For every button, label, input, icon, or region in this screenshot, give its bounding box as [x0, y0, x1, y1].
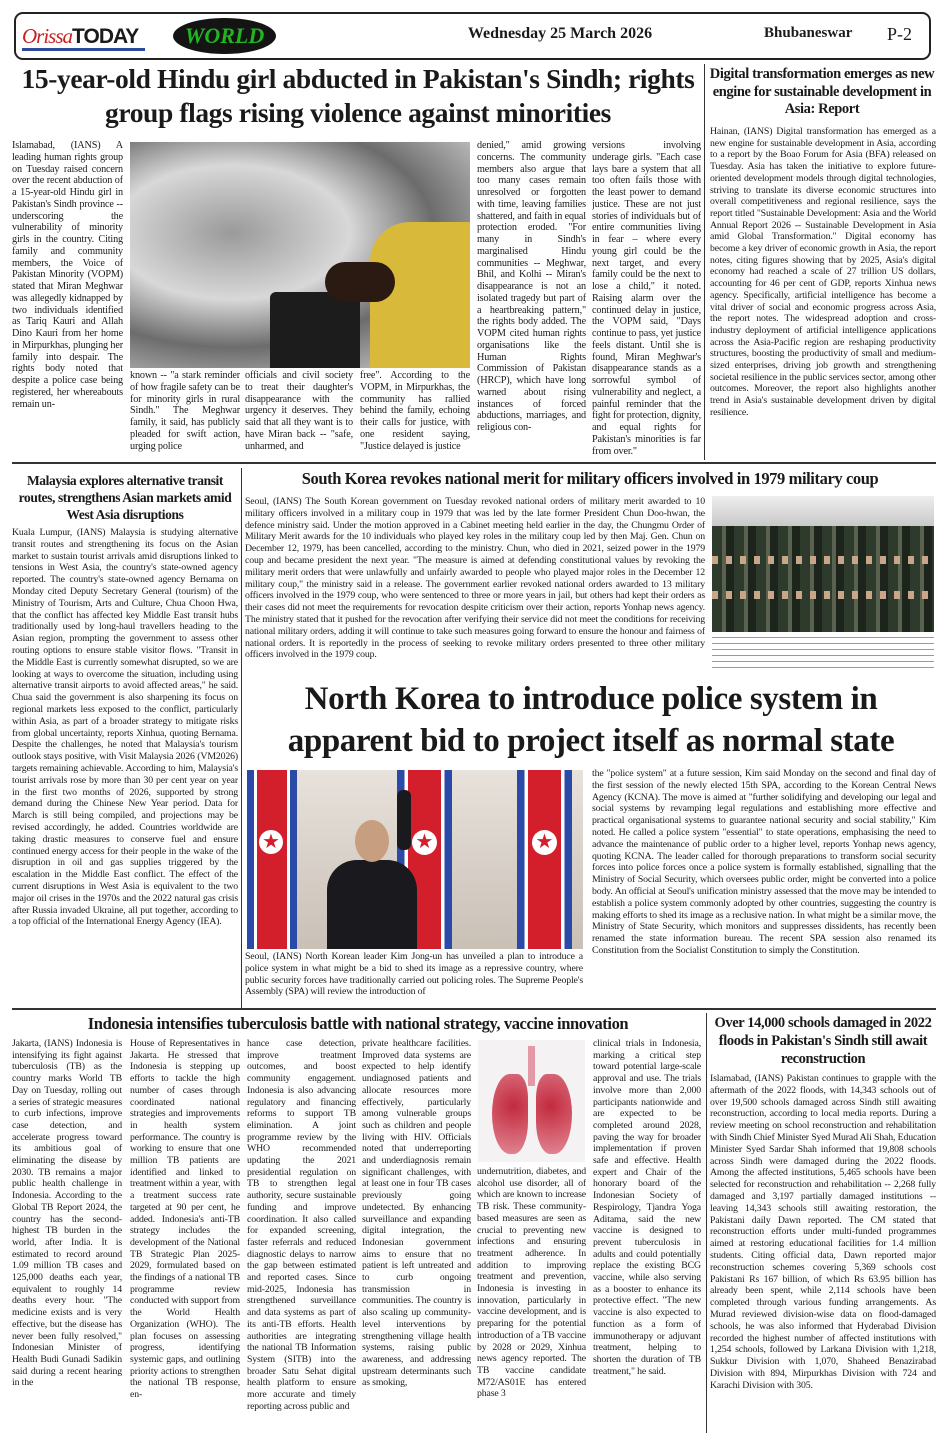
- section-divider: [12, 1008, 936, 1010]
- article-body: Kuala Lumpur, (IANS) Malaysia is studying alternative transit routes and strengthening its focus on the Asian market to sustain tourist arrivals amid disruptions linked to tensions in West Asia, the country's state-owned agency reported. The country's state-owned agency Bernama on Monday cited Deputy Secretary General (tourism) of the Ministry of Tourism, Arts and Culture, Chua Choon Hwa, that the conflict has affected key Middle East transit hubs traditionally used by long-haul travellers heading to the Asian region, prompting the government to assess other routing options to ensure stable visitor flows. "Transit in the Middle East is currently somewhat disrupted, so we are looking at ways to overcome the situation, including using alternative transit airports to avoid affected areas," he said. Chua said the government is also sharpening its focus on regional markets less exposed to the conflict, particularly within Asia, as part of a broader strategy to mitigate risks from global uncertainty, reports Xinhua, quoting Bernama. Despite the challenges, he noted that Malaysia's tourism outlook stays positive, with Visit Malaysia 2026 (VM2026) targets remaining achievable. According to him, Malaysia's tourist arrivals rose by more than 30 per cent year on year in the first two months of 2026, supported by strong demand during the Chinese New Year period. Data for March is still being compiled, and projections may be revised accordingly, he added. Countries worldwide are taking drastic measures to conserve fuel and ensure continued energy access for their people in the wake of the disruption in oil and gas supplies triggered by the escalation in the Middle East conflict. The effect of the current disruptions in West Asia is equivalent to the two major oil crises in the 1970s and the 2022 natural gas crisis after Russia invaded Ukraine, all put together, according to a top official of the International Energy Agency (IEA).: [12, 527, 238, 928]
- star-icon: ★: [259, 830, 283, 854]
- photo-caption-korean: [712, 634, 934, 672]
- article-column: clinical trials in Indonesia, marking a critical step toward potential large-scale approval and use. The trials involve more than 2,000 participants nationwide and are expected to be completed around 2028, paving the way for broader implementation if proven safe and effective. Health expert and Chair of the honorary board of the Indonesian Society of Respirology, Tjandra Yoga Aditama, said the new vaccine is designed to prevent tuberculosis in adults and could potentially replace the existing BCG vaccine, while also serving as a booster to enhance its protective effect. "The new vaccine is also expected to function as a form of immunotherapy or adjuvant treatment, helping to shorten the duration of TB treatment," he said.: [593, 1038, 701, 1377]
- issue-date: Wednesday 25 March 2026: [467, 25, 653, 42]
- headline-south-korea: South Korea revokes national merit for military officers involved in 1979 military coup: [301, 469, 879, 488]
- faces-row: [712, 591, 934, 599]
- star-icon: ★: [412, 830, 437, 855]
- edition-city: Bhubaneswar: [764, 25, 853, 41]
- uniform-rows: [712, 526, 934, 632]
- headline-hindu-girl: 15-year-old Hindu girl abducted in Pakistan's Sindh; rights group flags rising violence against minorities: [21, 63, 695, 128]
- faces-row: [712, 556, 934, 564]
- flag: [247, 770, 297, 949]
- star-icon: ★: [532, 830, 557, 855]
- article-body: Seoul, (IANS) The South Korean government on Tuesday revoked national orders of military merit awarded to 10 military officers involved in a military coup in 1979 that was led by the late former President Chun Doo-hwan, the defence ministry said. Under the motion approved in a Cabinet meeting held earlier in the day, the Chungmu Order of Military Merit awards for the 10 individuals who played key roles in the military coup led by then Maj. Gen. Chun on December 12, 1979, has been cancelled, according to the ministry. Chun, who died in 2021, seized power in the 1979 coup and became president the next year. "The measure is aimed at defending constitutional values by revoking the military merit orders that were unlawfully and unfairly awarded to people who played major roles in the December 12 military coup," the ministry said in a release. The government earlier revoked national orders awarded to 13 military officers involved in the 1979 coup, who were sentenced to three or more years in jail, but others had kept their orders as their cases did not meet the requirements for revocation despite criticism over their action, reports Yonhap news agency. The ministry stated that it pushed for the revocation after verifying their service did not meet the conditions for receiving national military orders, adding it will continue to take such measures going forward to ensure the honour and fairness of national orders. It is reportedly in the process of seeking to revoke military orders presented to three other military officers involved in the 1979 coup.: [245, 496, 705, 661]
- article-column: denied," amid growing concerns. The community members also argue that too many cases remain unresolved or forgotten with time, leaving families shattered, and faith in equal protection eroded. "For many in Sindh's marginalised Hindu communities -- Meghwar, Bhil, and Kolhi -- Miran's disappearance is not an isolated tragedy but part of a heartbreaking pattern," the rights body added. The VOPM cited human rights organisations like the Human Rights Commission of Pakistan (HRCP), which have long warned about rising instances of forced abductions, marriages, and religious con-: [477, 140, 586, 433]
- figure-head: [355, 820, 389, 862]
- article-column: Islamabad, (IANS) A leading human rights group on Tuesday raised concern over the recent abduction of a 15-year-old Hindu girl in Pakistan's Sindh province -- underscoring the vulnerability of minority girls in the country. Citing family and community members, the Voice of Pakistan Minority (VOPM) stated that Miran Meghwar was allegedly kidnapped by two individuals identified as Tariq Kauri and Allah Dino Kauri from her home in Mirpurkhas, plunging her family into despair. The rights body noted that despite a police case being registered, her whereabouts remain un-: [12, 140, 123, 410]
- chair-shape: [270, 292, 360, 368]
- headline-north-korea: North Korea to introduce police system in apparent bid to project itself as normal state: [287, 681, 895, 759]
- article-column: private healthcare facilities. Improved data systems are expected to help identify undiagnosed patients and allocate resources more effectively, particularly among vulnerable groups such as children and people living with HIV. Officials noted that underreporting and underdiagnosis remain significant challenges, with at least one in four TB cases previously going undetected. By enhancing surveillance and expanding digital integration, the Indonesian government aims to ensure that no patient is left untreated and to curb ongoing transmission in communities. The country is also scaling up community-level interventions by strengthening village health systems, raising public awareness, and addressing upstream determinants such as smoking,: [362, 1038, 471, 1389]
- article-column: House of Representatives in Jakarta. He stressed that Indonesia is stepping up efforts to tackle the high number of cases through coordinated national strategies and improvements in health system performance. The country is working to ensure that one million TB patients are identified and linked to treatment within a year, with a treatment success rate targeted at 90 per cent, he added. Indonesia's anti-TB strategy includes the development of the National TB Strategic Plan 2025-2029, formulated based on the findings of a national TB programme review conducted with support from the World Health Organization (WHO). The plan focuses on assessing progress, identifying systemic gaps, and outlining priority actions to strengthen the national TB response, en-: [130, 1038, 240, 1401]
- photo-mourning-woman: [130, 142, 470, 368]
- headline-indonesia: Indonesia intensifies tuberculosis battle with national strategy, vaccine innovation: [87, 1014, 629, 1033]
- section-divider: [12, 462, 936, 464]
- article-column: hance case detection, improve treatment outcomes, and boost community engagement. Indonesia is also advancing regulatory and financing reforms to support TB elimination. A joint programme review by the WHO recommended updating the 2021 presidential regulation on TB to strengthen legal authority, secure sustainable funding and improve coordination. It also called for expanded screening, faster referrals and reduced diagnostic delays to narrow the gap between estimated and reported cases. Since mid-2025, Indonesia has strengthened surveillance and data systems as part of its anti-TB efforts. Health authorities are integrating the national TB Information System (SITB) into the broader Satu Sehat digital health platform to ensure more accurate and timely reporting across public and: [247, 1038, 356, 1412]
- article-column: versions involving underage girls. "Each case lays bare a system that all too often fails those with the least power to demand justice. These are not just stories of individuals but of entire communities living in fear – where every young girl could be the next target, and every family could be the next to lose a child," it noted. Raising alarm over the continued delay in justice, the VOPM said, "Days continue to pass, yet justice feels distant. Until she is found, Miran Meghwar's disappearance stands as a sorrowful symbol of vulnerability and neglect, a painful reminder that the fight for protection, dignity, and equal rights for Pakistan's minorities is far from over.": [592, 140, 701, 457]
- left-lung-shape: [492, 1074, 528, 1154]
- column-divider: [704, 64, 705, 460]
- article-body: Islamabad, (IANS) Pakistan continues to grapple with the aftermath of the 2022 floods, with 14,343 schools out of over 19,500 schools damaged across Sindh still awaiting reconstruction, according to local media reports. During a review meeting on school reconstruction and rehabilitation with Sindh Chief Minister Syed Murad Ali Shah, Education Minister Syed Sardar Shah informed that 19,808 schools across Sindh were damaged during the 2022 floods. Among the affected institutions, 5,465 schools have been selected for reconstruction and rehabilitation -- 2,268 fully damaged and 3,197 partially damaged institutions -- leaving 14,343 schools still awaiting restoration, the Pakistani daily Dawn reported. The CM stated that reconstruction efforts under multi-funded programmes aimed at restoring educational facilities for 1.4 million students. Citing official data, Dawn reported major reconstruction schemes covering 5,369 schools cost Pakistani Rs 167 billion, of which Rs 63.95 billion has already been spent, while 2,114 schools have been completed through various funding arrangements. As Murad reviewed division-wise data on flood-damaged schools, he was also informed that Hyderabad Division recorded the highest number of affected institutions with 1,254 schools, followed by Larkana Division with 1,218, Sukkur Division with 1,070, Shaheed Benazirabad Division with 894, Mirpurkhas Division with 724 and Karachi Division with 305.: [710, 1073, 936, 1391]
- column-divider: [706, 1013, 707, 1433]
- article-column: undernutrition, diabetes, and alcohol use disorder, all of which are known to increase TB risk. These community-based measures are seen as crucial to preventing new infections and ensuring treatment adherence. In addition to improving treatment and prevention, Indonesia is investing in innovation, particularly in vaccine development, and is preparing for the potential introduction of a TB vaccine by 2028 or 2029, Xinhua news agency reported. The TB vaccine candidate M72/AS01E has entered phase 3: [477, 1166, 586, 1400]
- headline-malaysia: Malaysia explores alternative transit routes, strengthens Asian markets amid West Asia disruptions: [18, 473, 232, 522]
- column-divider: [241, 468, 242, 1008]
- article-column: Jakarta, (IANS) Indonesia is intensifying its fight against tuberculosis (TB) as the country marks World TB Day on Tuesday, rolling out a series of strategic measures to curb infections, improve case detection, and accelerate progress toward its ambitious goal of eliminating the disease by 2030. TB remains a major public health challenge in Indonesia. According to the Global TB Report 2024, the country has the second-highest TB burden in the world, after India. It is estimated to record around 1.09 million TB cases and 125,000 deaths each year, equivalent to roughly 14 deaths every hour. "The medicine exists and is very effective, but the disease has never been fully resolved," Indonesian Minister of Health Budi Gunadi Sadikin said during a recent hearing in the: [12, 1038, 122, 1389]
- section-badge: WORLD: [173, 18, 276, 54]
- article-body: the "police system" at a future session, Kim said Monday on the second and final day of the first session of the newly elected 15th SPA, according to the Korean Central News Agency (KCNA). The move is aimed at "further solidifying and developing our legal and social systems by revamping legal regulations and establishing more effective and practical organisational systems to guarantee national security and social stability," Kim noted. He called a police system "essential" to state operations, emphasising the need to advance the maintenance of public order to a higher level, reports Yonhap news agency, quoting KCNA. The leader called for thorough preparations to transform social security forces into police forces once a police system is formally established, signalling that the Ministry of Social Security, which oversees public order, might be converted into a police body. An official at Seoul's unification ministry assessed that the move may be intended to establish a police system commonly adopted by other countries, suggesting the country is making efforts to shed its image as a reclusive nation. In what might be a similar move, the Ministry of State Security, which monitors and suppresses dissidents, has recently been renamed the state information bureau. The recent SPA session also renamed its Constitution from the Socialist Constitution to simply the Constitution.: [592, 768, 936, 956]
- logo-underline: [22, 48, 145, 51]
- article-column: free". According to the VOPM, in Mirpurkhas, the community has rallied behind the family, echoing their calls for justice, with one resident saying, "Justice delayed is justice: [360, 370, 470, 452]
- raised-arm: [397, 790, 411, 850]
- photo-lungs-illustration: [478, 1040, 585, 1162]
- article-body: Hainan, (IANS) Digital transformation has emerged as a new engine for sustainable development in Asia, according to a report by the Boao Forum for Asia (BFA) released on Tuesday. Asia has taken the initiative to explore future-oriented development models through digital technologies, striving to translate its diverse economic structures into overall competitiveness and regional resilience, says the report titled "Sustainable Development: Asia and the World Annual Report 2026 -- Sustainable Development in Asia amid Global Transformation." Digital economy has become a key driver of economic growth in Asia, the report notes, citing figures showing that by 2025, Asia's digital economy had reached a scale of 27 trillion US dollars, accounting for 46 per cent of GDP, reports Xinhua news agency. Specifically, artificial intelligence has become a vital driver of social and economic progress across Asia, the report notes. The widespread adoption and cross-industry deployment of artificial intelligence applications across the Asia-Pacific region are reshaping productivity structures, boosting the productivity of small and medium-sized enterprises, driving job growth and strengthening societal resilience in the public services sector, among other outcomes. Moreover, the report also highlights another trend in Asia's sustainable development driven by digital resilience.: [710, 126, 936, 418]
- photo-military-officers: [712, 496, 934, 632]
- article-column: officials and civil society to treat their daughter's disappearance with the urgency it deserves. They said that all they want is to have Miran back -- "safe, unharmed, and: [245, 370, 353, 452]
- trachea-shape: [528, 1046, 535, 1086]
- headline-schools: Over 14,000 schools damaged in 2022 floods in Pakistan's Sindh still await reconstruction: [714, 1015, 932, 1067]
- article-body: Seoul, (IANS) North Korean leader Kim Jong-un has unveiled a plan to introduce a police system in what might be a bid to shed its image as a repressive country, where public security forces have traditionally carried out policing roles. The Supreme People's Assembly (SPA) will review the introduction of: [245, 951, 583, 998]
- article-column: known -- "a stark reminder of how fragile safety can be for minority girls in rural Sindh." The Meghwar family, it said, has publicly pleaded for swift action, urging police: [130, 370, 240, 452]
- figure-suit: [327, 860, 417, 949]
- photo-kim-jong-un: [247, 770, 583, 949]
- figure-head-shape: [325, 262, 395, 302]
- flag: [517, 770, 572, 949]
- logo: OrissaTODAY: [22, 24, 139, 48]
- right-lung-shape: [536, 1074, 572, 1154]
- page-number: P-2: [887, 24, 913, 44]
- headline-digital: Digital transformation emerges as new engine for sustainable development in Asia: Report: [709, 66, 935, 117]
